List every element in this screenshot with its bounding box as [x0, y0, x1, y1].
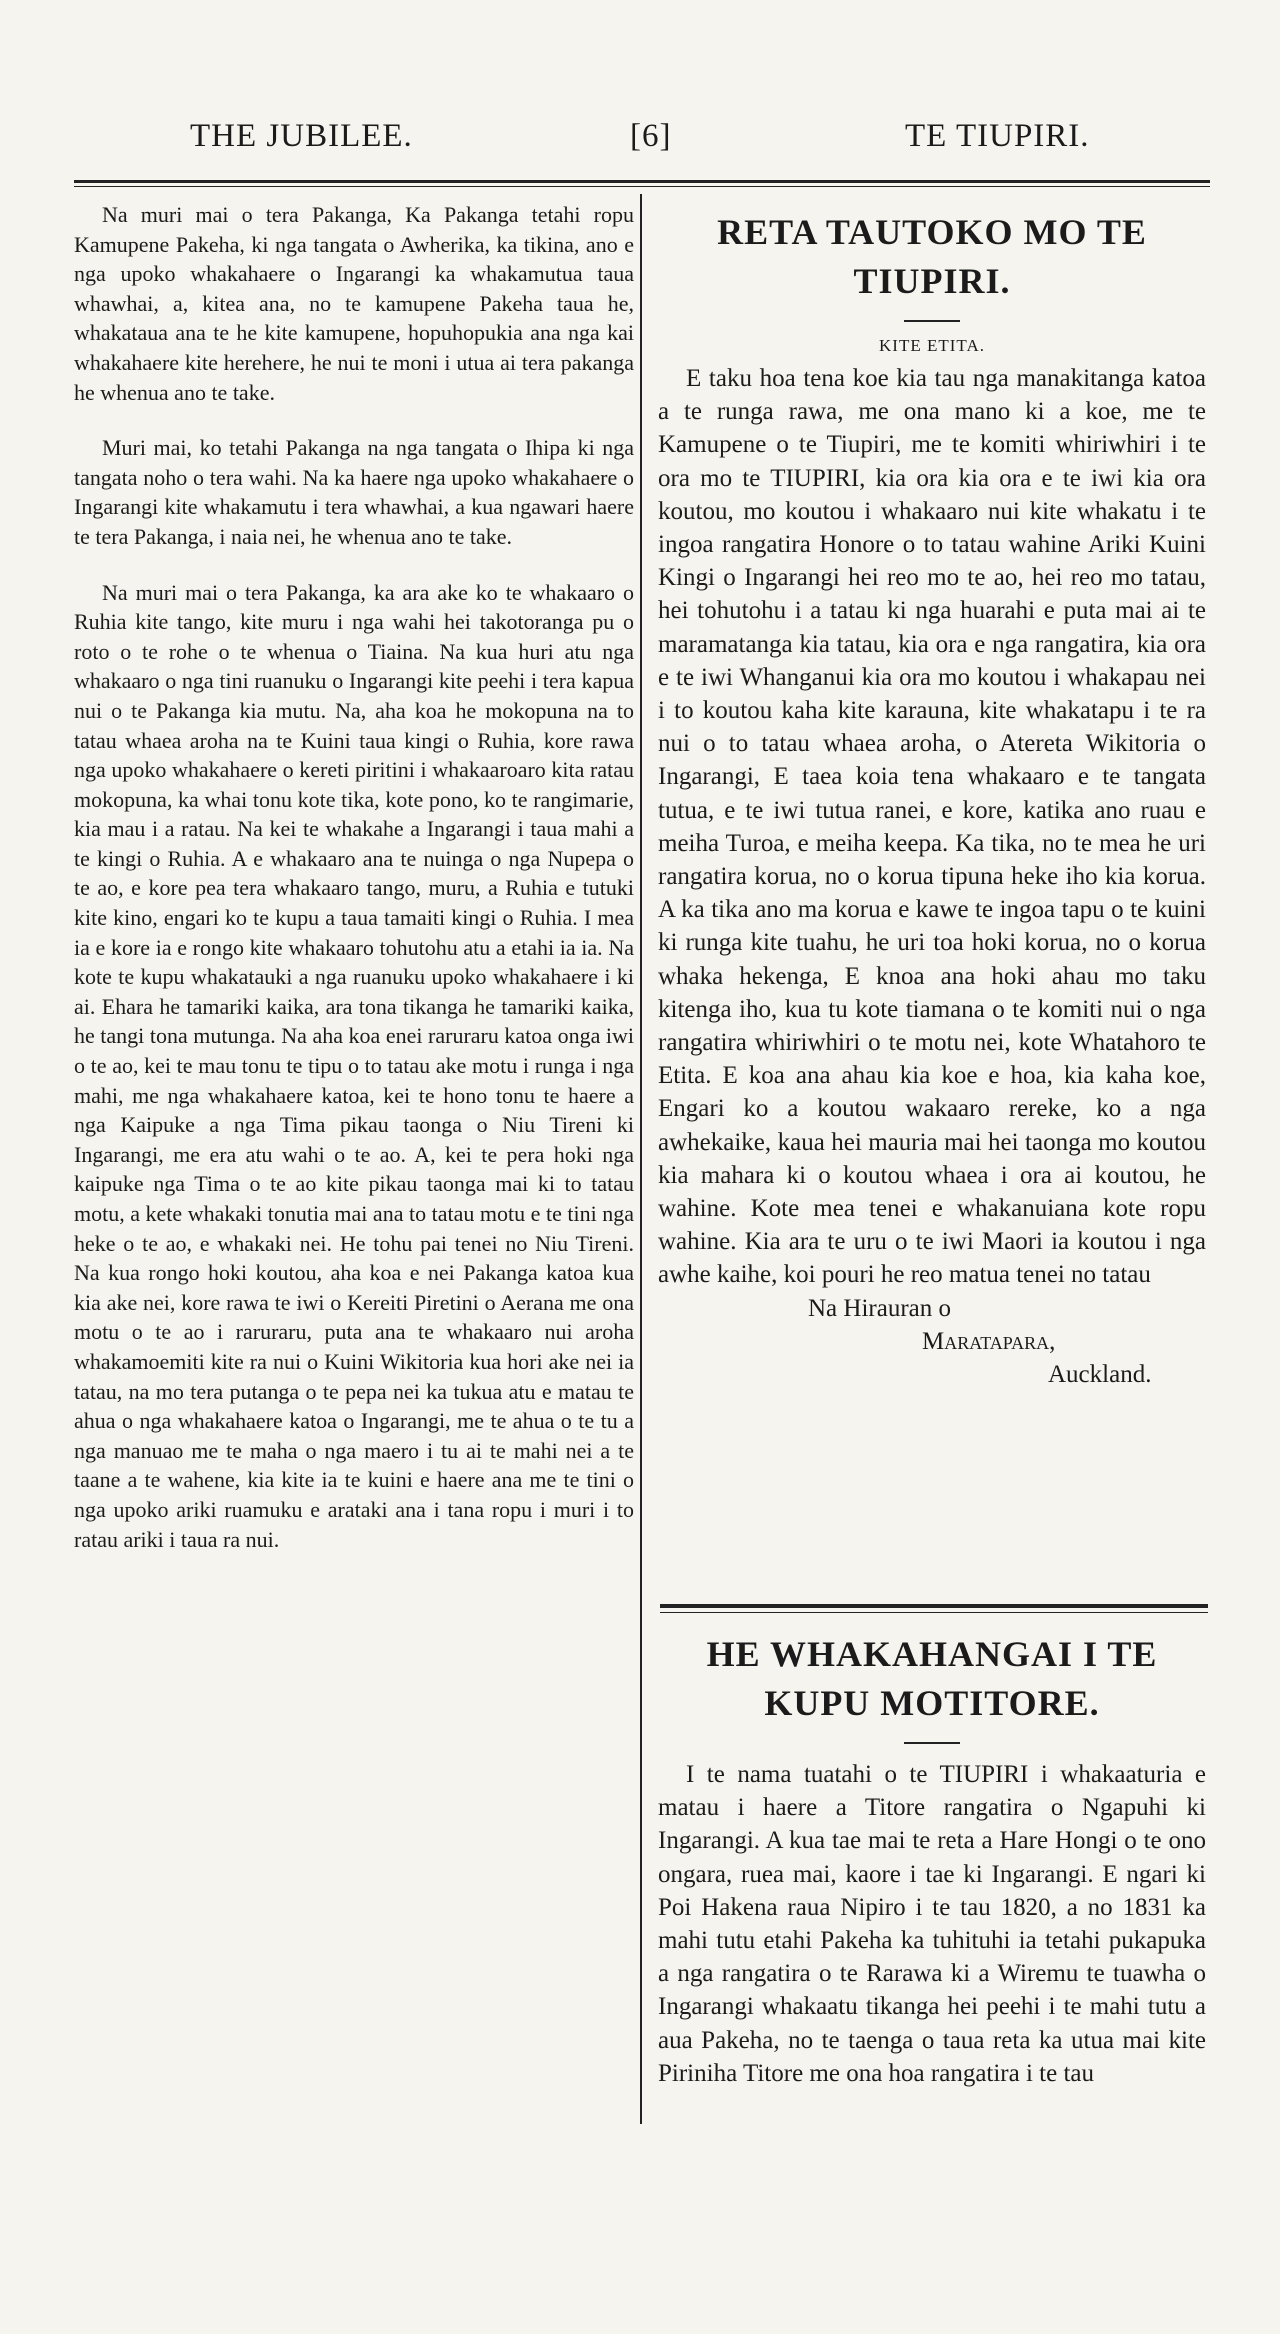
title-rule — [904, 320, 960, 322]
titore-body: I te nama tuatahi o te TIUPIRI i whakaaturia e matau i haere a Titore rangatira o Ngapuhi ki Ingarangi. A kua tae mai te reta a Hare Hongi o te ono ongara, ruea mai, kaore i tae ki Ingarangi. E ngari ki Poi Hakena raua Nipiro i te tau 1820, a no 1831 ka mahi tutu etahi Pakeha ka tuhituhi ia tetahi pukapuka a nga rangatira o te Rarawa ki a Wiremu te tuawha o Ingarangi whakaatu tikanga hei peehi i te mahi tutu a aua Pakeha, no te taenga o taua reta ka utua mai kite Piriniha Titore me ona hoa rangatira i te tau — [658, 1761, 1206, 2087]
header-rule-top — [74, 180, 1210, 183]
letter-body: E taku hoa tena koe kia tau nga manakitanga katoa a te runga rawa, me ona mano ki a koe, me te Kamupene o te Tiupiri, me te komiti whiriwhiri i te ora mo te TIUPIRI, kia ora kia ora e te iwi kia ora koutou, mo koutou i whakaaro nui kite whakatu i te ingoa rangatira Honore o to tatau wahine Ariki Kuini Kingi o Ingarangi hei reo mo te ao, hei reo mo tatau, hei tohutohu i a tatau ki nga huarahi e puta mai ai te maramatanga kia tatau, kia ora e nga rangatira, kia ora e te iwi Whanganui kia ora mo koutou i whakapau nei i to koutou kaha kite karauna, kite whakatapu i te ra nui o to tatau whaea aroha, o Atereta Wikitoria o Ingarangi, E taea koia tena whakaaro e te tangata tutua, e te iwi tutua ranei, e kore, katika ano ruau e meiha Turoa, e meiha keepa. Ka tika, no te mea he uri rangatira korua, no o korua tipuna heke iho kia korua. A ka tika ano ma korua e kawe te ingoa tapu o te kuini ki runga kite tuahu, he uri toa hoki korua, no o korua whaka hekenga, E knoa ana hoki ahau mo taku kitenga iho, kua tu kote tiamana o te komiti nui o nga rangatira whiriwhiri o te motu nei, kote Whatahoro te Etita. E koa ana ahau kia koe e hoa, kia kaha koe, Engari ko a koutou wakaaro rereke, ko a nga awhekaike, kaua hei mauria mai hei taonga mo koutou kia mahara ki o koutou whaea i ora ai koutou, he wahine. Kote mea tenei e whakanuiana kote ropu wahine. Kia ara te uru o te iwi Maori ia koutou i nga awhe kaihe, koi pouri he reo matua tenei no tatau — [658, 365, 1206, 1289]
header-left-title: THE JUBILEE. — [190, 118, 413, 154]
header-right-title: TE TIUPIRI. — [905, 118, 1090, 154]
left-column — [74, 200, 634, 1580]
letter-signature-place: Auckland. — [1048, 1360, 1152, 1388]
left-paragraph-2: Muri mai, ko tetahi Pakanga na nga tangata o Ihipa ki nga tangata noho o tera wahi. Na ka haere nga upoko whakahaere o Ingarangi kite whakamutu i tera whawhai, a kua ngawari haere te tera Pakanga, i naia nei, he whenua ano te take. — [74, 435, 634, 549]
letter-signature-line: Na Hirauran o — [808, 1294, 951, 1322]
article-titore-title: HE WHAKAHANGAI I TE KUPU MOTITORE. — [706, 1634, 1158, 1723]
page-header — [70, 118, 1210, 168]
letter-signature-name: Maratapara, — [922, 1327, 1056, 1355]
article-separator-thick — [660, 1604, 1208, 1608]
article-letter-title: RETA TAUTOKO MO TE TIUPIRI. — [717, 212, 1147, 301]
article-letter — [658, 208, 1206, 1391]
article-titore — [658, 1630, 1206, 2090]
left-paragraph-1: Na muri mai o tera Pakanga, Ka Pakanga tetahi ropu Kamupene Pakeha, ki nga tangata o Awherika, ka tikina, ano e nga upoko whakahaere o Ingarangi ka whakamutua taua whawhai, a, kitea ana, no te kamupene Pakeha taua he, whakataua ana te he kite kamupene, hopuhopukia ana nga kai whakahaere kite herehere, he nui te moni i utua ai tera pakanga he whenua ano te take. — [74, 202, 634, 405]
article-separator-thin — [660, 1612, 1208, 1613]
page-number: [6] — [630, 118, 672, 154]
column-divider — [640, 194, 642, 2124]
header-rule-bottom — [74, 186, 1210, 187]
title-rule-2 — [904, 1742, 960, 1744]
left-paragraph-3: Na muri mai o tera Pakanga, ka ara ake ko te whakaaro o Ruhia kite tango, kite muru i nga wahi hei takotoranga pu o roto o te rohe o te whenua o Tiaina. Na kua huri atu nga whakaaro o nga tini ruanuku o Ingarangi kite peehi i tera kapua nui o te Pakanga kia mutu. Na, aha koa he mokopuna na to tatau whaea aroha na te Kuini taua kingi o Ruhia, kore rawa nga upoko whakahaere o kereti piritini i whakaaroaro kita ratau mokopuna, ka whai tonu kote tika, kote pono, ko te rangimarie, kia mau i a ratau. Na kei te whakahe a Ingarangi i taua mahi a te kingi o Ruhia. A e whakaaro ana te nuinga o nga Nupepa o te ao, e kore pea tera whakaaro tango, muru, a Ruhia e tutuki kite kino, engari ko te kupu a taua tamaiti kingi o Ruhia. I mea ia e kore ia e rongo kite whakaaro tohutohu atu a etahi ia ia. Na kote te kupu whakatauki a nga ruanuku upoko whakahaere i ki ai. Ehara he tamariki kaika, ara tona tikanga he tamariki kaika, he tangi tona mutunga. Na aha koa enei raruraru katoa onga iwi o te ao, kei te mau tonu te tipu o to tatau ake motu i runga i nga mahi, me nga whakahaere katoa, kei te hono tonu te haere a nga Kaipuke a nga Tima pikau taonga o Niu Tireni ki Ingarangi, me era atu wahi o te ao. A, kei te pera hoki nga kaipuke nga Tima o te ao kite pikau taonga mai ki to tatau motu, a kete whakaki tonutia mai ana to tatau motu e te tini nga heke o te ao, e whakaki nei. He tohu pai tenei no Niu Tireni. Na kua rongo hoki koutou, aha koa e nei Pakanga katoa kua kia ake nei, kore rawa te iwi o Kereiti Piretini o Aerana me ona motu o te ao i raruraru, puta ana te whakaaro nui aroha whakamoemiti kite ra nui o Kuini Wikitoria kua hori ake nei ia tatau, na mo tera putanga o te pepa nei ka tukua atu e matau te ahua o nga whakahaere katoa o Ingarangi, me te ahua o te tu a nga manuao me te maha o nga maero i tu ai te mahi nei a te taane a te wahene, kia kite ia te kuini e haere ana me te tini o nga upoko ariki ruamuku e arataki ana i tana ropu i muri i to ratau ariki i taua ra nui. — [74, 579, 634, 1552]
letter-salutation: KITE ETITA. — [879, 336, 985, 355]
